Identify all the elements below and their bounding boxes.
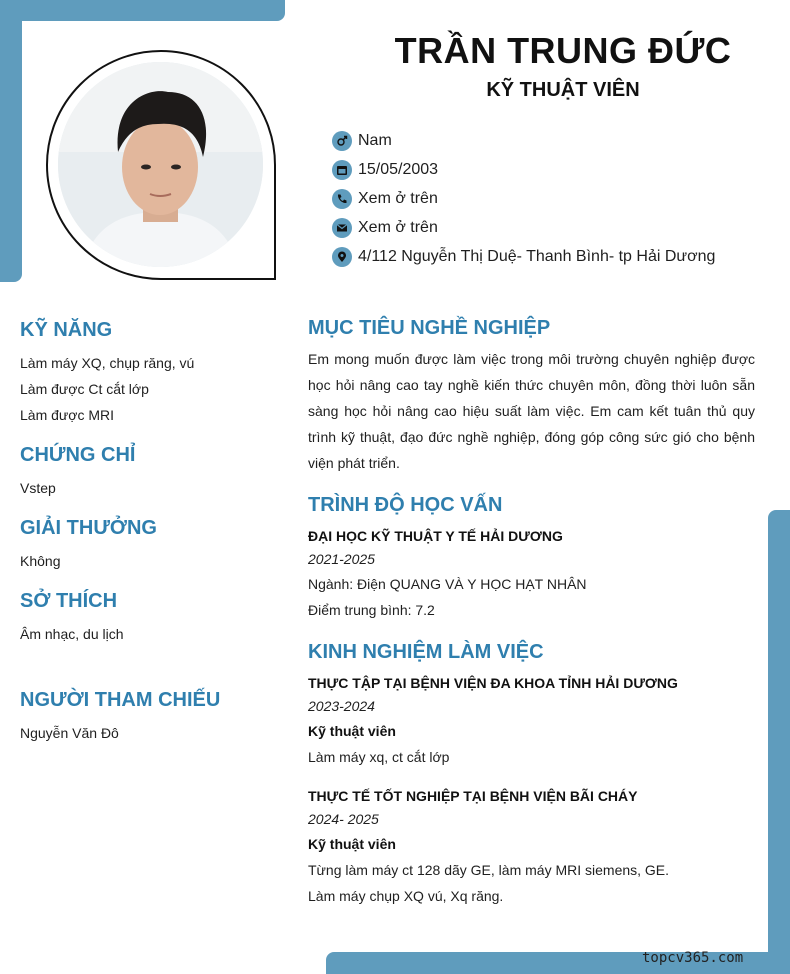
education-period: 2021-2025 xyxy=(308,551,375,567)
contact-email xyxy=(332,218,438,238)
email-text: Xem ở trên xyxy=(358,219,438,236)
reference-item: Nguyễn Văn Đô xyxy=(20,725,119,741)
dob-text: 15/05/2003 xyxy=(358,161,439,178)
calendar-icon xyxy=(332,160,352,180)
objective-heading: MỤC TIÊU NGHỀ NGHIỆP xyxy=(308,317,551,339)
job-role: Kỹ thuật viên xyxy=(308,836,396,852)
contact-dob xyxy=(332,160,438,180)
objective-text: Em mong muốn được làm việc trong môi trường chuyên nghiệp được học hỏi nâng cao tay nghề kiến thức chuyên môn, đồng thời luôn sẵn sàng học hỏi nâng cao hiệu suất làm việc. Em cam kết tuân thủ quy trình kỹ thuật, đạo đức nghề nghiệp, đóng góp công sức gió cho bệnh viện phát triển. xyxy=(308,351,755,471)
phone-text: Xem ở trên xyxy=(358,190,438,207)
job-period: 2024- 2025 xyxy=(308,811,379,827)
candidate-name: TRẦN TRUNG ĐỨC xyxy=(394,30,732,71)
contact-address xyxy=(332,247,715,267)
decor-left-bar xyxy=(0,0,22,282)
hobby-item: Âm nhạc, du lịch xyxy=(20,626,124,642)
candidate-job-title: KỸ THUẬT VIÊN xyxy=(486,79,640,101)
job-detail: Làm máy chụp XQ vú, Xq răng. xyxy=(308,888,504,904)
address-text: 4/112 Nguyễn Thị Duệ- Thanh Bình- tp Hải Dương xyxy=(358,248,716,265)
contact-gender xyxy=(332,131,392,151)
job-place: THỰC TẬP TẠI BỆNH VIỆN ĐA KHOA TỈNH HẢI DƯƠNG xyxy=(308,675,678,691)
gender-icon xyxy=(332,131,352,151)
experience-heading: KINH NGHIỆM LÀM VIỆC xyxy=(308,641,544,663)
award-item: Không xyxy=(20,553,61,569)
watermark: topcv365.com xyxy=(642,950,744,966)
skill-item: Làm được MRI xyxy=(20,407,115,423)
skill-item: Làm máy XQ, chụp răng, vú xyxy=(20,355,195,371)
education-heading: TRÌNH ĐỘ HỌC VẤN xyxy=(308,494,503,516)
job-period: 2023-2024 xyxy=(308,698,375,714)
skill-item: Làm được Ct cắt lớp xyxy=(20,381,149,397)
gender-text: Nam xyxy=(358,132,392,149)
decor-right-bar xyxy=(768,510,790,974)
hobbies-heading: SỞ THÍCH xyxy=(20,590,118,612)
phone-icon xyxy=(332,189,352,209)
contact-phone xyxy=(332,189,438,209)
certificate-item: Vstep xyxy=(20,480,56,496)
email-icon xyxy=(332,218,352,238)
education-major: Ngành: Điện QUANG VÀ Y HỌC HẠT NHÂN xyxy=(308,576,587,592)
education-school: ĐẠI HỌC KỸ THUẬT Y TẾ HẢI DƯƠNG xyxy=(308,528,563,544)
decor-top-bar xyxy=(0,0,285,21)
awards-heading: GIẢI THƯỞNG xyxy=(20,517,157,539)
references-heading: NGƯỜI THAM CHIẾU xyxy=(20,689,221,711)
skills-heading: KỸ NĂNG xyxy=(20,319,113,341)
job-place: THỰC TẾ TỐT NGHIỆP TẠI BỆNH VIỆN BÃI CHÁY xyxy=(308,788,638,804)
education-gpa: Điểm trung bình: 7.2 xyxy=(308,602,435,618)
location-icon xyxy=(332,247,352,267)
job-detail: Làm máy xq, ct cắt lớp xyxy=(308,749,450,765)
job-role: Kỹ thuật viên xyxy=(308,723,396,739)
certificates-heading: CHỨNG CHỈ xyxy=(20,444,136,466)
job-detail: Từng làm máy ct 128 dãy GE, làm máy MRI siemens, GE. xyxy=(308,862,670,878)
profile-photo xyxy=(58,62,263,267)
